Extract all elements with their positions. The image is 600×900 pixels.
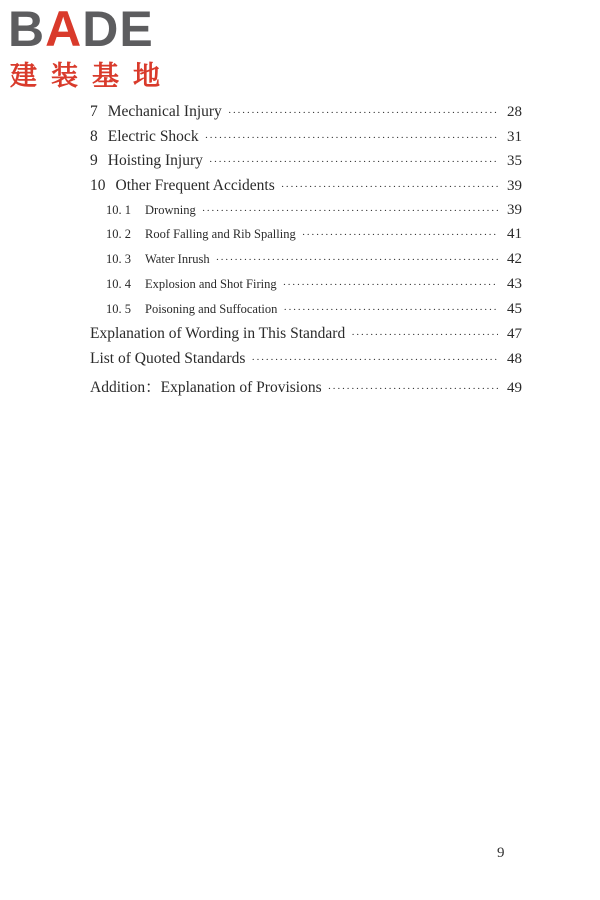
toc-entry[interactable] <box>90 128 522 153</box>
toc-entry-title: Addition：Explanation of Provisions <box>90 378 322 396</box>
toc-entry-number: 10. 5 <box>106 301 131 316</box>
dot-leader <box>209 156 498 168</box>
toc-entry-number: 10. 3 <box>106 252 131 267</box>
toc-entry[interactable] <box>90 350 522 375</box>
toc-entry-number: 10. 2 <box>106 227 131 242</box>
dot-leader <box>251 354 498 366</box>
toc-entry-title: Drowning <box>145 202 196 217</box>
toc-entry-title: Poisoning and Suffocation <box>145 301 278 316</box>
dot-leader <box>328 383 498 395</box>
toc-subentry[interactable] <box>90 202 522 227</box>
toc-entry-number: 10. 4 <box>106 276 131 291</box>
toc-entry-page: 41 <box>507 226 522 243</box>
toc-entry-page: 45 <box>507 300 522 317</box>
toc-entry-number: 10 <box>90 177 106 195</box>
toc-entry-title: Mechanical Injury <box>107 103 222 120</box>
logo-subtitle: 建装基地 <box>10 61 174 92</box>
toc-entry-page: 47 <box>507 326 522 343</box>
logo-letter-a: A <box>45 1 83 57</box>
page-number: 9 <box>497 845 505 861</box>
dot-leader <box>281 181 498 193</box>
dot-leader <box>228 107 498 119</box>
bade-logo <box>8 1 178 94</box>
dot-leader <box>205 132 498 144</box>
toc-entry-title: Electric Shock <box>107 127 199 145</box>
toc-entry-title: Water Inrush <box>145 252 210 267</box>
logo-wordmark <box>8 1 154 57</box>
toc-entry-page: 35 <box>507 153 522 170</box>
logo-letter-b: B <box>8 1 46 57</box>
dot-leader <box>351 329 498 341</box>
toc-entry-number: 8 <box>90 127 98 145</box>
toc-entry[interactable] <box>90 177 522 202</box>
toc-entry-number: 7 <box>90 103 98 120</box>
toc-entry[interactable] <box>90 375 522 400</box>
toc-entry-page: 31 <box>507 128 522 145</box>
toc-entry-page: 39 <box>507 201 522 218</box>
toc-subentry[interactable] <box>90 251 522 276</box>
toc-entry[interactable] <box>90 103 522 128</box>
dot-leader <box>283 304 498 316</box>
dot-leader <box>283 279 498 291</box>
toc-subentry[interactable] <box>90 226 522 251</box>
toc-entry[interactable] <box>90 152 522 177</box>
toc-subentry[interactable] <box>90 301 522 326</box>
dot-leader <box>302 229 498 241</box>
toc-entry-number: 9 <box>90 152 98 170</box>
toc-entry-page: 39 <box>507 178 522 195</box>
toc-entry-title: Explanation of Wording in This Standard <box>90 325 346 343</box>
dot-leader <box>202 205 498 217</box>
toc-entry[interactable] <box>90 325 522 350</box>
toc-entry-page: 42 <box>507 251 522 268</box>
toc-entry-page: 48 <box>507 350 522 367</box>
toc-entry-title: Other Frequent Accidents <box>115 177 275 195</box>
dot-leader <box>216 254 498 266</box>
toc-entry-page: 49 <box>507 379 522 396</box>
toc-subentry[interactable] <box>90 276 522 301</box>
toc-entry-title: List of Quoted Standards <box>90 349 246 367</box>
table-of-contents <box>90 103 522 399</box>
toc-entry-title: Hoisting Injury <box>107 152 203 170</box>
toc-entry-page: 28 <box>507 104 522 120</box>
toc-entry-title: Roof Falling and Rib Spalling <box>145 227 296 242</box>
toc-entry-title: Explosion and Shot Firing <box>145 276 277 291</box>
logo-letters-de: DE <box>82 1 154 57</box>
toc-entry-page: 43 <box>507 275 522 292</box>
toc-entry-number: 10. 1 <box>106 202 131 217</box>
